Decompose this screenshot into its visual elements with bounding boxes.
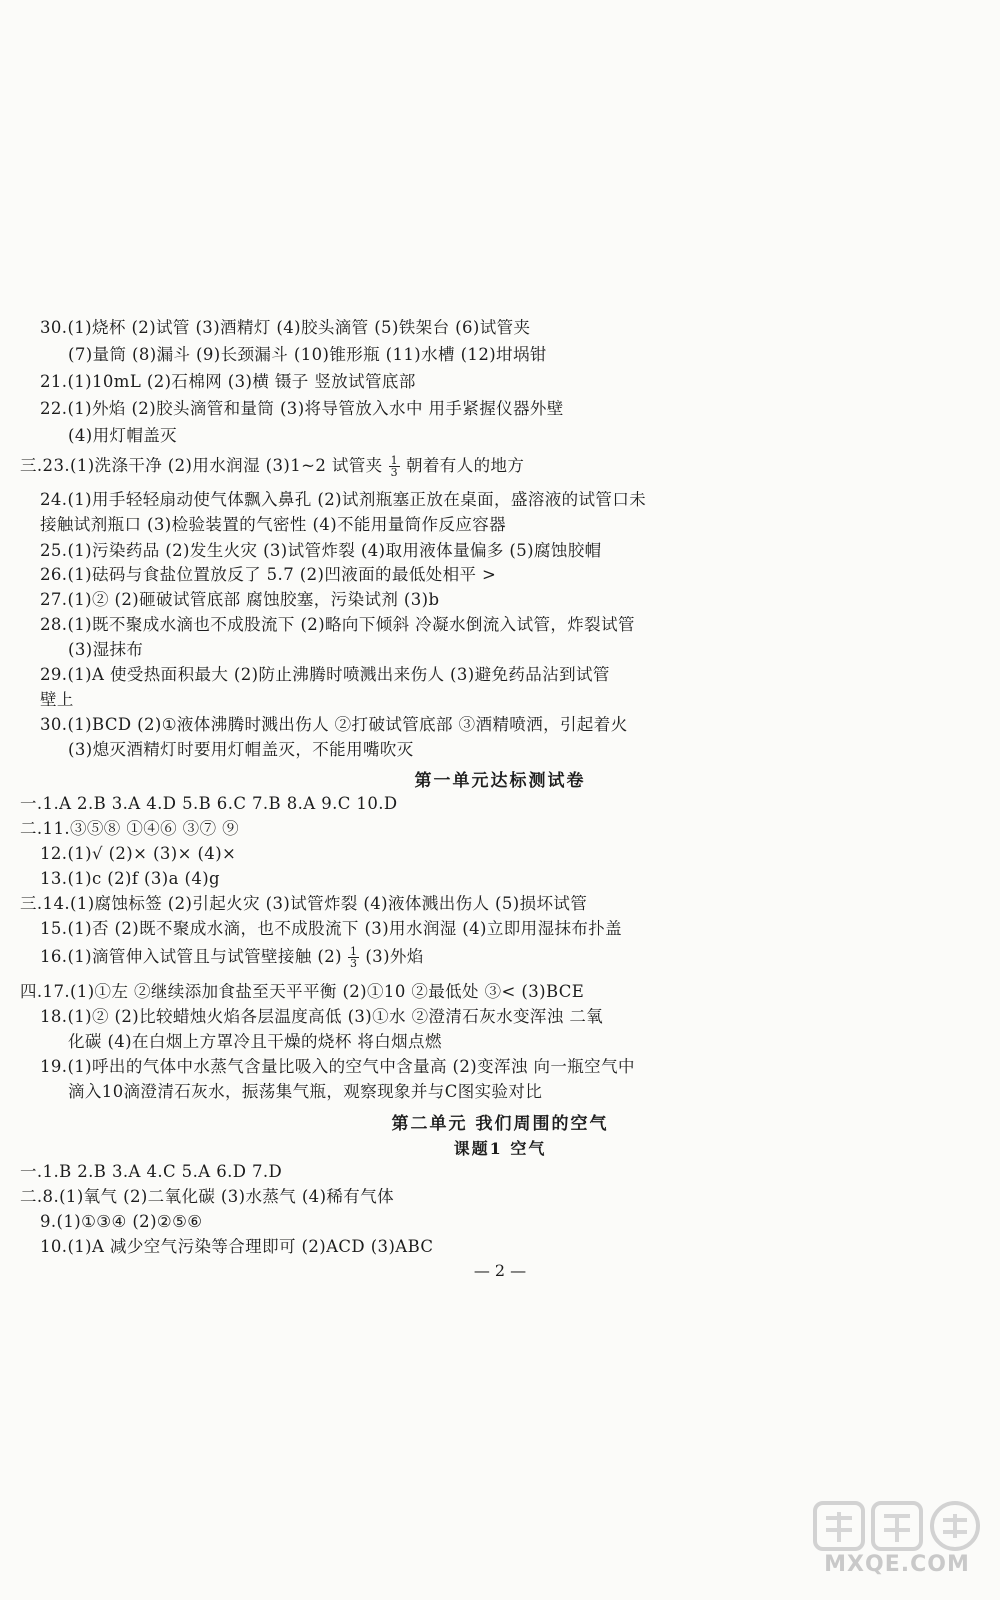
answer-line: 三.14.(1)腐蚀标签 (2)引起火灾 (3)试管炸裂 (4)液体溅出伤人 (5)损坏试管 [20, 894, 588, 913]
answer-line: 接触试剂瓶口 (3)检验装置的气密性 (4)不能用量筒作反应容器 [40, 515, 507, 534]
answer-line: 21.(1)10mL (2)石棉网 (3)横 镊子 竖放试管底部 [40, 372, 416, 391]
answer-line: 滴入10滴澄清石灰水，振荡集气瓶，观察现象并与C图实验对比 [68, 1082, 543, 1101]
answer-line-text: 三.23.(1)洗涤干净 (2)用水润湿 (3)1~2 试管夹 [20, 456, 383, 475]
answer-line-with-fraction [40, 946, 424, 969]
answer-line: 一.1.A 2.B 3.A 4.D 5.B 6.C 7.B 8.A 9.C 10.D [20, 794, 398, 813]
answer-line: (7)量筒 (8)漏斗 (9)长颈漏斗 (10)锥形瓶 (11)水槽 (12)坩埚钳 [68, 345, 547, 364]
answer-line-text: (3)外焰 [365, 947, 424, 966]
answer-line: 30.(1)BCD (2)①液体沸腾时溅出伤人 ②打破试管底部 ③酒精喷洒，引起着火 [40, 715, 628, 734]
answer-line: 30.(1)烧杯 (2)试管 (3)酒精灯 (4)胶头滴管 (5)铁架台 (6)试管夹 [40, 318, 531, 337]
answer-line: 化碳 (4)在白烟上方罩冷且干燥的烧杯 将白烟点燃 [68, 1032, 442, 1051]
answer-line: 9.(1)①③④ (2)②⑤⑥ [40, 1212, 203, 1231]
answer-line: 一.1.B 2.B 3.A 4.C 5.A 6.D 7.D [20, 1162, 283, 1181]
fraction-numerator: 1 [349, 945, 358, 958]
answer-line: 四.17.(1)①左 ②继续添加食盐至天平平衡 (2)①10 ②最低处 ③< (3)BCE [20, 982, 585, 1001]
answer-line: 12.(1)√ (2)× (3)× (4)× [40, 844, 237, 863]
answer-line-text: 16.(1)滴管伸入试管且与试管壁接触 (2) [40, 947, 342, 966]
answer-line: 10.(1)A 减少空气污染等合理即可 (2)ACD (3)ABC [40, 1237, 434, 1256]
answer-line: 15.(1)否 (2)既不聚成水滴，也不成股流下 (3)用水润湿 (4)立即用湿抹布扑盖 [40, 919, 623, 938]
answer-line: 22.(1)外焰 (2)胶头滴管和量筒 (3)将导管放入水中 用手紧握仪器外壁 [40, 399, 564, 418]
answer-line: 13.(1)c (2)f (3)a (4)g [40, 869, 221, 888]
fraction-one-third [348, 946, 359, 969]
answer-line: 24.(1)用手轻轻扇动使气体飘入鼻孔 (2)试剂瓶塞正放在桌面，盛溶液的试管口未 [40, 490, 647, 509]
answer-line: (3)湿抹布 [68, 640, 144, 659]
answer-line-text: 朝着有人的地方 [405, 456, 525, 475]
answer-line: 二.11.③⑤⑧ ①④⑥ ③⑦ ⑨ [20, 819, 240, 838]
answer-line: 19.(1)呼出的气体中水蒸气含量比吸入的空气中含量高 (2)变浑浊 向一瓶空气中 [40, 1057, 635, 1076]
fraction-one-third [389, 455, 400, 478]
answer-line: 29.(1)A 使受热面积最大 (2)防止沸腾时喷溅出来伤人 (3)避免药品沾到试管 [40, 665, 610, 684]
answer-line: 28.(1)既不聚成水滴也不成股流下 (2)略向下倾斜 冷凝水倒流入试管，炸裂试管 [40, 615, 635, 634]
answer-line-with-fraction [20, 455, 524, 478]
watermark-url: MXQE.COM [824, 1552, 970, 1577]
answer-line: 二.8.(1)氧气 (2)二氧化碳 (3)水蒸气 (4)稀有气体 [20, 1187, 395, 1206]
answer-line: 26.(1)砝码与食盐位置放反了 5.7 (2)凹液面的最低处相平 > [40, 565, 497, 584]
fraction-numerator: 1 [390, 454, 398, 467]
lesson-1-heading: 课题1 空气 [453, 1139, 547, 1158]
answer-line: 壁上 [40, 690, 74, 709]
fraction-denominator: 3 [390, 466, 398, 479]
answer-line: 27.(1)② (2)砸破试管底部 腐蚀胶塞，污染试剂 (3)b [40, 590, 440, 609]
answer-line: (3)熄灭酒精灯时要用灯帽盖灭，不能用嘴吹灭 [68, 740, 414, 759]
fraction-denominator: 3 [349, 957, 358, 970]
watermark-logo [812, 1500, 982, 1592]
answer-line: 18.(1)② (2)比较蜡烛火焰各层温度高低 (3)①水 ②澄清石灰水变浑浊 二氧 [40, 1007, 604, 1026]
unit-1-test-heading: 第一单元达标测试卷 [414, 771, 586, 791]
watermark-logo-icon [812, 1500, 982, 1552]
answer-line: (4)用灯帽盖灭 [68, 426, 178, 445]
answer-line: 25.(1)污染药品 (2)发生火灾 (3)试管炸裂 (4)取用液体量偏多 (5)腐蚀胶帽 [40, 541, 602, 560]
unit-2-heading: 第二单元 我们周围的空气 [391, 1114, 609, 1134]
page-number: — 2 — [473, 1261, 527, 1280]
